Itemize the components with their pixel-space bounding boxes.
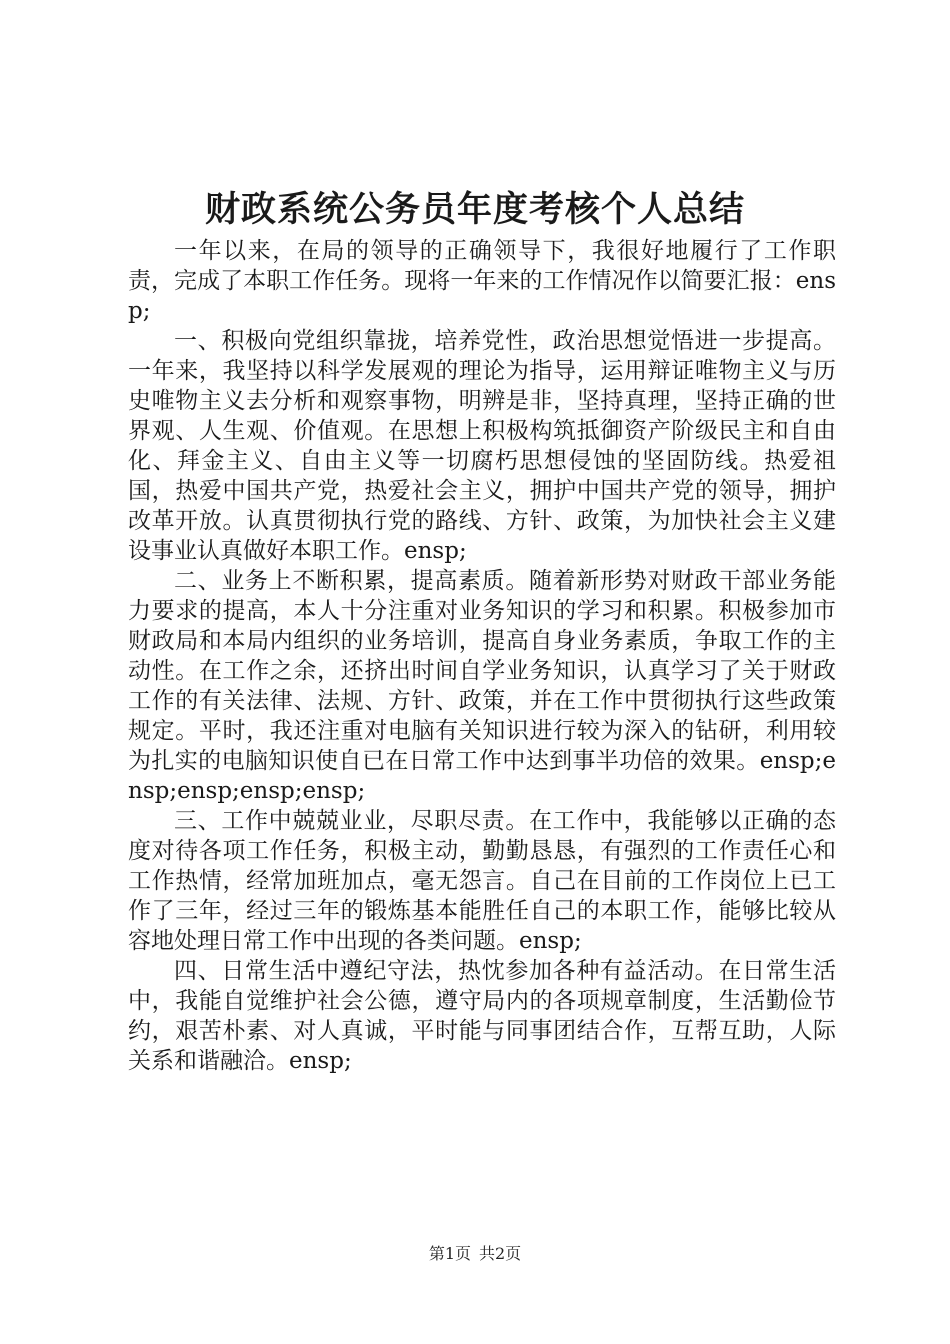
page-number-current: 第1页 <box>428 1244 471 1263</box>
paragraph-section-4: 四、日常生活中遵纪守法，热忱参加各种有益活动。在日常生活中，我能自觉维护社会公德，遵守局内的各项规章制度，生活勤俭节约，艰苦朴素、对人真诚，平时能与同事团结合作，互帮互助，人际关系和谐融洽。ensp; <box>128 958 836 1074</box>
page-footer <box>0 1243 950 1265</box>
document-title: 财政系统公务员年度考核个人总结 <box>204 189 745 230</box>
paragraph-section-2: 二、业务上不断积累，提高素质。随着新形势对财政干部业务能力要求的提高，本人十分注重对业务知识的学习和积累。积极参加市财政局和本局内组织的业务培训，提高自身业务素质，争取工作的主动性。在工作之余，还挤出时间自学业务知识，认真学习了关于财政工作的有关法律、法规、方针、政策，并在工作中贯彻执行这些政策规定。平时，我还注重对电脑有关知识进行较为深入的钻研，利用较为扎实的电脑知识使自已在日常工作中达到事半功倍的效果。ensp;ensp;ensp;ensp;ensp; <box>128 568 836 804</box>
paragraph-intro: 一年以来，在局的领导的正确领导下，我很好地履行了工作职责，完成了本职工作任务。现将一年来的工作情况作以简要汇报：ensp; <box>128 238 836 324</box>
page-number-total: 共2页 <box>479 1244 522 1263</box>
paragraph-section-1: 一、积极向党组织靠拢，培养党性，政治思想觉悟进一步提高。一年来，我坚持以科学发展观的理论为指导，运用辩证唯物主义与历史唯物主义去分析和观察事物，明辨是非，坚持真理，坚持正确的世界观、人生观、价值观。在思想上积极构筑抵御资产阶级民主和自由化、拜金主义、自由主义等一切腐朽思想侵蚀的坚固防线。热爱祖国，热爱中国共产党，热爱社会主义，拥护中国共产党的领导，拥护改革开放。认真贯彻执行党的路线、方针、政策，为加快社会主义建设事业认真做好本职工作。ensp; <box>128 328 836 564</box>
document-body <box>128 236 836 1076</box>
paragraph-section-3: 三、工作中兢兢业业，尽职尽责。在工作中，我能够以正确的态度对待各项工作任务，积极主动，勤勤恳恳，有强烈的工作责任心和工作热情，经常加班加点，毫无怨言。自己在目前的工作岗位上已工作了三年，经过三年的锻炼基本能胜任自己的本职工作，能够比较从容地处理日常工作中出现的各类问题。ensp; <box>128 808 836 954</box>
